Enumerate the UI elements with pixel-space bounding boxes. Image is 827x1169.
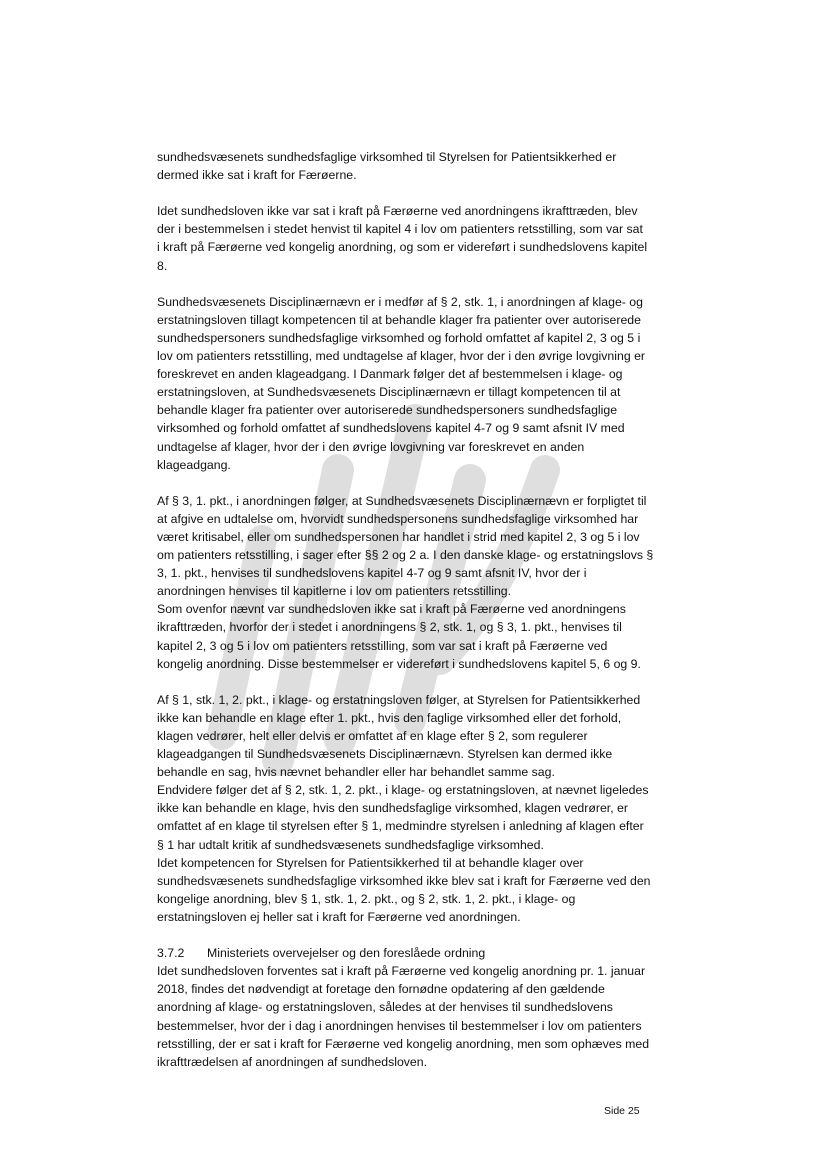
- text-line: dermed ikke sat i kraft for Færøerne.: [157, 168, 357, 183]
- text-line: Endvidere følger det af § 2, stk. 1, 2. pkt., i klage- og erstatningsloven, at nævnet ligeledes: [157, 783, 649, 798]
- text-line: lov om patienters retsstilling, med undtagelse af klager, hvor der i den øvrige lovgivning er: [157, 349, 646, 364]
- text-line: at afgive en udtalelse om, hvorvidt sundhedspersonens sundhedsfaglige virksomhed har: [157, 511, 639, 526]
- text-line: sundhedspersoners sundhedsfaglige virksomhed og forhold omfattet af kapitel 2, 3 og 5 i: [157, 330, 641, 345]
- text-line: erstatningsloven tillagt kompetencen til at behandle klager fra patienter over autoriserede: [157, 312, 641, 327]
- text-line: ikke kan behandle en klage, hvis den sundhedsfaglige virksomhed, klagen vedrører, er: [157, 801, 628, 816]
- text-line: ikke kan behandle en klage efter 1. pkt., hvis den faglige virksomhed eller det forhold,: [157, 710, 622, 725]
- text-line: 8.: [157, 258, 168, 273]
- text-line: klagen vedrører, helt eller delvis er omfattet af en klage efter § 2, som regulerer: [157, 729, 588, 743]
- text-line: ikrafttræden, hvorfor der i stedet i anordningens § 2, stk. 1, og § 3, 1. pkt., henvises til: [157, 620, 622, 635]
- text-line: foreskrevet en anden klageadgang. I Danmark følger det af bestemmelsen i klage- og: [157, 367, 623, 382]
- section-3-7-2: [157, 944, 671, 1071]
- section-number: 3.7.2: [157, 946, 185, 961]
- text-line: Idet sundhedsloven forventes sat i kraft på Færøerne ved kongelig anordning pr. 1. januar: [157, 964, 646, 979]
- text-line: anordning af klage- og erstatningsloven, således at der henvises til sundhedslovens: [157, 1000, 613, 1015]
- text-line: der i bestemmelsen i stedet henvist til kapitel 4 i lov om patienters retsstilling, som var sat: [157, 222, 643, 237]
- section-title: Ministeriets overvejelser og den foreslåede ordning: [207, 946, 486, 961]
- text-line: 2018, findes det nødvendigt at foretage den fornødne opdatering af den gældende: [157, 982, 605, 997]
- text-line: klageadgangen til Sundhedsvæsenets Disciplinærnævn. Styrelsen kan dermed ikke: [157, 747, 613, 762]
- text-line: erstatningsloven, at Sundhedsvæsenets Disciplinærnævn er tillagt kompetencen til at: [157, 385, 621, 400]
- paragraph-5: [157, 691, 671, 926]
- text-line: Som ovenfor nævnt var sundhedsloven ikke sat i kraft på Færøerne ved anordningens: [157, 602, 626, 617]
- text-line: behandle klager fra patienter over autoriserede sundhedspersoners sundhedsfaglige: [157, 403, 618, 418]
- text-line: sundhedsvæsenets sundhedsfaglige virksomhed til Styrelsen for Patientsikkerhed er: [157, 150, 617, 164]
- text-line: anordningen henvises til kapitlerne i lov om patienters retsstilling.: [157, 584, 512, 599]
- text-line: Af § 3, 1. pkt., i anordningen følger, at Sundhedsvæsenets Disciplinærnævn er forpligtet til: [157, 493, 647, 508]
- text-line: kongelig anordning. Disse bestemmelser er videreført i sundhedslovens kapitel 5, 6 og 9.: [157, 656, 641, 671]
- text-line: Idet kompetencen for Styrelsen for Patientsikkerhed til at behandle klager over: [157, 855, 584, 870]
- text-line: ikrafttrædelsen af anordningen af sundhedsloven.: [157, 1054, 428, 1069]
- text-line: behandle en sag, hvis nævnet behandler eller har behandlet samme sag.: [157, 765, 555, 780]
- text-line: været kritisabel, eller om sundhedspersonen har handlet i strid med kapitel 2, 3 og 5 i lov: [157, 529, 640, 544]
- text-line: kapitel 2, 3 og 5 i lov om patienters retsstilling, som var sat i kraft på Færøerne ved: [157, 638, 608, 653]
- text-line: Sundhedsvæsenets Disciplinærnævn er i medfør af § 2, stk. 1, i anordningen af klage- og: [157, 294, 643, 309]
- text-line: omfattet af en klage til styrelsen efter § 1, medmindre styrelsen i anledning af klagen efter: [157, 819, 644, 834]
- text-line: Idet sundhedsloven ikke var sat i kraft på Færøerne ved anordningens ikrafttræden, blev: [157, 204, 638, 219]
- text-line: retsstilling, der er sat i kraft for Færøerne ved kongelig anordning, men som ophæves med: [157, 1036, 650, 1051]
- text-line: 3, 1. pkt., henvises til sundhedslovens kapitel 4-7 og 9 samt afsnit IV, hvor der i: [157, 566, 587, 581]
- text-line: bestemmelser, hvor der i dag i anordningen henvises til bestemmelser i lov om patienters: [157, 1018, 642, 1033]
- paragraph-1: [157, 148, 671, 184]
- text-line: sundhedsvæsenets sundhedsfaglige virksomhed ikke blev sat i kraft for Færøerne ved den: [157, 873, 651, 888]
- text-line: undtagelse af klager, hvor der i den øvrige lovgivning var foreskrevet en anden: [157, 439, 585, 454]
- text-line: klageadgang.: [157, 457, 231, 472]
- text-line: erstatningsloven ej heller sat i kraft for Færøerne ved anordningen.: [157, 909, 521, 924]
- text-line: kongelige anordning, blev § 1, stk. 1, 2. pkt., og § 2, stk. 1, 2. pkt., i klage- og: [157, 891, 576, 906]
- text-line: om patienters retsstilling, i sager efter §§ 2 og 2 a. I den danske klage- og erstatningslovs §: [157, 548, 654, 563]
- text-line: § 1 har udtalt kritik af sundhedsvæsenets sundhedsfaglige virksomhed.: [157, 837, 544, 852]
- document-body: [157, 148, 671, 1071]
- paragraph-2: [157, 202, 671, 274]
- text-line: virksomhed og forhold omfattet af sundhedslovens kapitel 4-7 og 9 samt afsnit IV med: [157, 421, 625, 436]
- section-heading: [157, 944, 671, 962]
- paragraph-4: [157, 492, 671, 673]
- page-number: Side 25: [604, 1105, 640, 1117]
- text-line: i kraft på Færøerne ved kongelig anordning, og som er videreført i sundhedslovens kapitel: [157, 240, 648, 255]
- paragraph-3: [157, 293, 671, 474]
- text-line: Af § 1, stk. 1, 2. pkt., i klage- og erstatningsloven følger, at Styrelsen for Patientsikkerhed: [157, 692, 641, 707]
